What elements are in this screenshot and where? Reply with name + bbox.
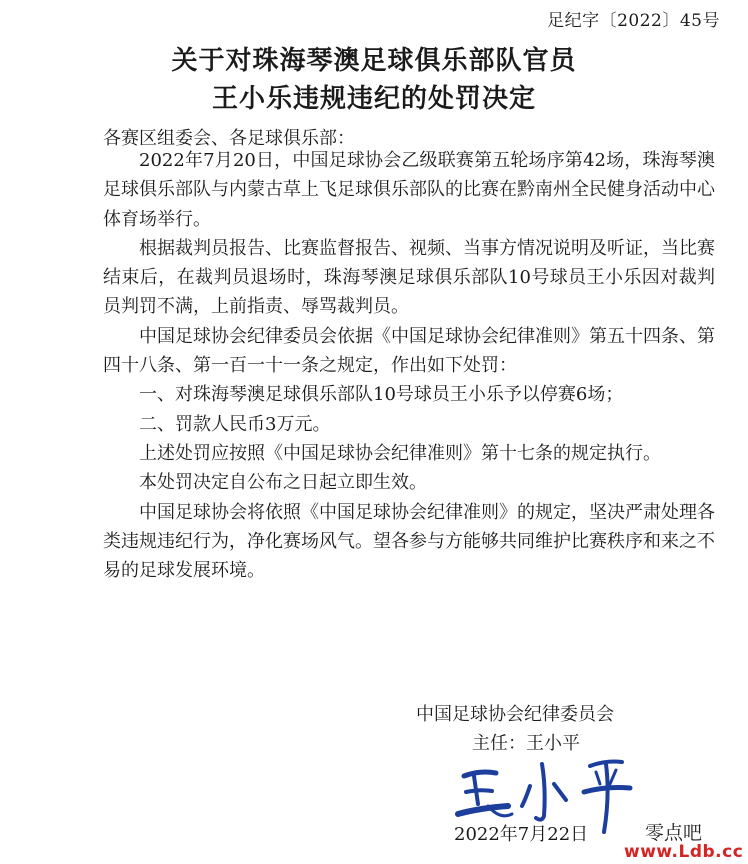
paragraph-closing: 中国足球协会将依照《中国足球协会纪律准则》的规定，坚决严肃处理各类违规违纪行为，净化赛场风气。望各参与方能够共同维护比赛秩序和来之不易的足球发展环境。: [103, 501, 715, 582]
paragraph-effective: 本处罚决定自公布之日起立即生效。: [139, 472, 427, 494]
document-body: [103, 146, 715, 585]
title-line-1: 关于对珠海琴澳足球俱乐部队官员: [171, 46, 577, 76]
title-line-2: 王小乐违规违纪的处罚决定: [211, 84, 536, 114]
signature-organization: 中国足球协会纪律委员会: [416, 704, 614, 725]
paragraph-execution: 上述处罚应按照《中国足球协会纪律准则》第十七条的规定执行。: [139, 442, 661, 464]
paragraph-penalty-1: 一、对珠海琴澳足球俱乐部队10号球员王小乐予以停赛6场；: [139, 384, 624, 406]
signature-date: 2022年7月22日: [454, 824, 589, 845]
paragraph-match-info: 2022年7月20日，中国足球协会乙级联赛第五轮场序第42场，珠海琴澳足球俱乐部队与内蒙古草上飞足球俱乐部队的比赛在黔南州全民健身活动中心体育场举行。: [103, 150, 715, 230]
paragraph-penalty-2: 二、罚款人民币3万元。: [139, 413, 331, 435]
document-number: 足纪字〔2022〕45号: [547, 11, 720, 31]
signature-head: 主任：王小平: [472, 733, 580, 754]
watermark-text: 零点吧: [645, 822, 703, 844]
watermark-url: www.Ldb.cc: [624, 842, 744, 862]
paragraph-incident: 根据裁判员报告、比赛监督报告、视频、当事方情况说明及听证，当比赛结束后，在裁判员退场时，珠海琴澳足球俱乐部队10号球员王小乐因对裁判员判罚不满，上前指责、辱骂裁判员。: [103, 237, 715, 318]
paragraph-basis: 中国足球协会纪律委员会依据《中国足球协会纪律准则》第五十四条、第四十八条、第一百一十一条之规定，作出如下处罚：: [103, 325, 715, 377]
addressee: 各赛区组委会、各足球俱乐部：: [103, 128, 355, 149]
